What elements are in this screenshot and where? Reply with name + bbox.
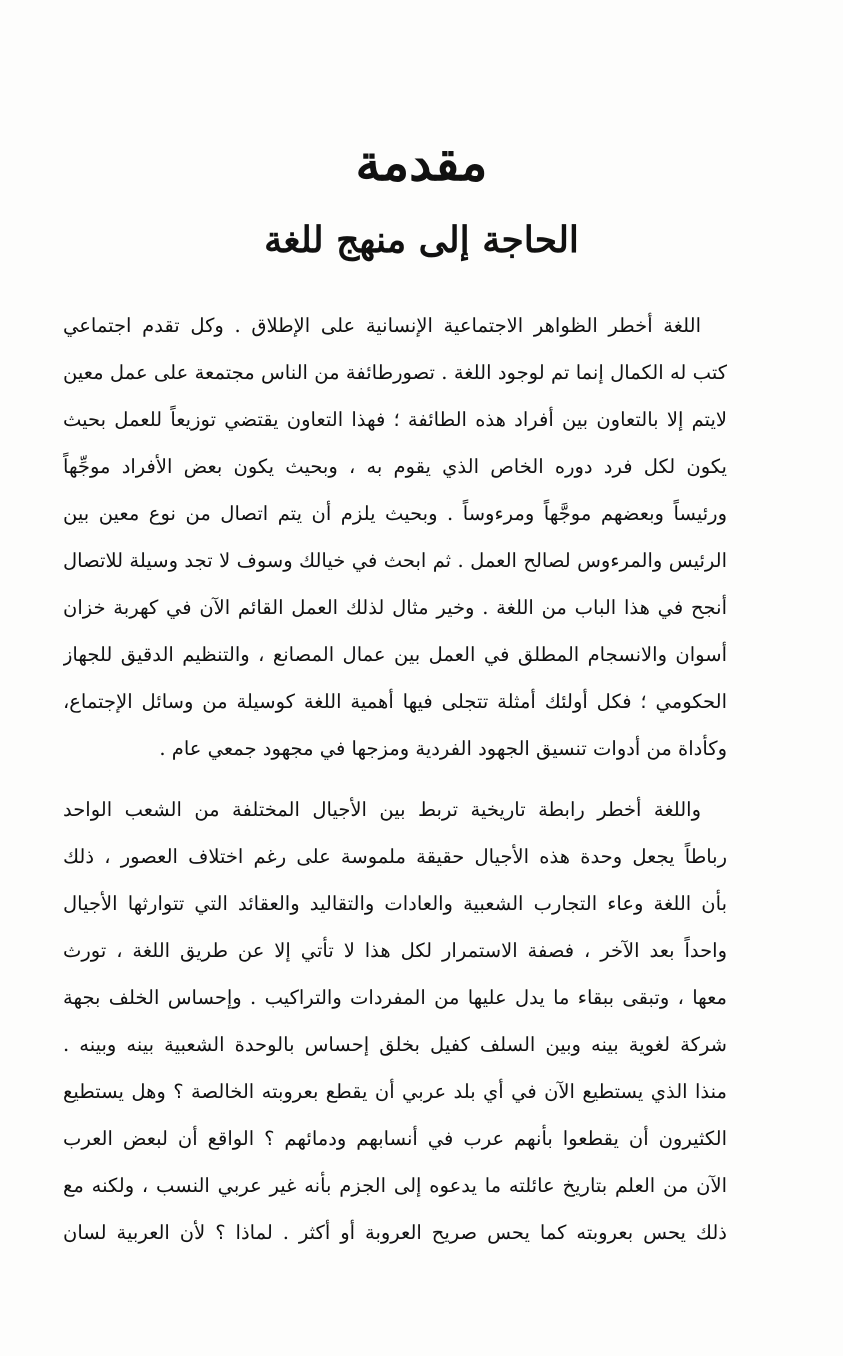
text-line: كتب له الكمال إنما تم لوجود اللغة . تصورطائفة من الناس مجتمعة على عمل معين (63, 361, 727, 384)
page-title: مقدمة (355, 133, 488, 192)
text-line: وكأداة من أدوات تنسيق الجهود الفردية ومزجها في مجهود جمعي عام . (159, 737, 727, 760)
text-line: الكثيرون أن يقطعوا بأنهم عرب في أنسابهم ودمائهم ؟ الواقع أن لبعض العرب (63, 1127, 727, 1150)
text-line: شركة لغوية بينه وبين السلف كفيل بخلق إحساس بالوحدة الشعبية بينه وبينه . (63, 1033, 727, 1056)
text-line: ذلك يحس بعروبته كما يحس صريح العروبة أو أكثر . لماذا ؟ لأن العربية لسان (63, 1221, 727, 1244)
text-line: بأن اللغة وعاء التجارب الشعبية والعادات والتقاليد والعقائد التي تتوارثها الأجيال (63, 892, 727, 915)
text-line: معها ، وتبقى ببقاء ما يدل عليها من المفردات والتراكيب . وإحساس الخلف بجهة (63, 986, 727, 1009)
paragraph-1 (63, 302, 727, 772)
text-line: يكون لكل فرد دوره الخاص الذي يقوم به ، وبحيث يكون بعض الأفراد موجِّهاً (63, 455, 727, 478)
text-line: أسوان والانسجام المطلق في العمل بين عمال المصانع ، والتنظيم الدقيق للجهاز (63, 643, 727, 666)
text-line: أنجح في هذا الباب من اللغة . وخير مثال لذلك العمل القائم الآن في كهربة خزان (63, 596, 727, 619)
text-line: الآن من العلم بتاريخ عائلته ما يدعوه إلى الجزم بأنه غير عربي النسب ، ولكنه مع (63, 1174, 727, 1197)
text-line: واللغة أخطر رابطة تاريخية تربط بين الأجيال المختلفة من الشعب الواحد (63, 798, 701, 821)
text-line: الرئيس والمرءوس لصالح العمل . ثم ابحث في خيالك وسوف لا تجد وسيلة للاتصال (63, 549, 727, 572)
text-line: اللغة أخطر الظواهر الاجتماعية الإنسانية على الإطلاق . وكل تقدم اجتماعي (63, 314, 701, 337)
text-line: ورئيساً وبعضهم موجَّهاً ومرءوساً . وبحيث يلزم أن يتم اتصال من نوع معين بين (63, 502, 727, 525)
body-text (63, 302, 727, 1256)
text-line: لايتم إلا بالتعاون بين أفراد هذه الطائفة ؛ فهذا التعاون يقتضي توزيعاً للعمل بحيث (63, 408, 727, 431)
text-line: واحداً بعد الآخر ، فصفة الاستمرار لكل هذا لا تأتي إلا عن طريق اللغة ، تورث (63, 939, 727, 962)
text-line: منذا الذي يستطيع الآن في أي بلد عربي أن يقطع بعروبته الخالصة ؟ وهل يستطيع (63, 1080, 727, 1103)
text-line: رباطاً يجعل وحدة هذه الأجيال حقيقة ملموسة على رغم اختلاف العصور ، ذلك (63, 845, 727, 868)
paragraph-2 (63, 786, 727, 1256)
section-subtitle: الحاجة إلى منهج للغة (264, 219, 579, 261)
text-line: الحكومي ؛ فكل أولئك أمثلة تتجلى فيها أهمية اللغة كوسيلة من وسائل الإجتماع، (63, 690, 727, 713)
